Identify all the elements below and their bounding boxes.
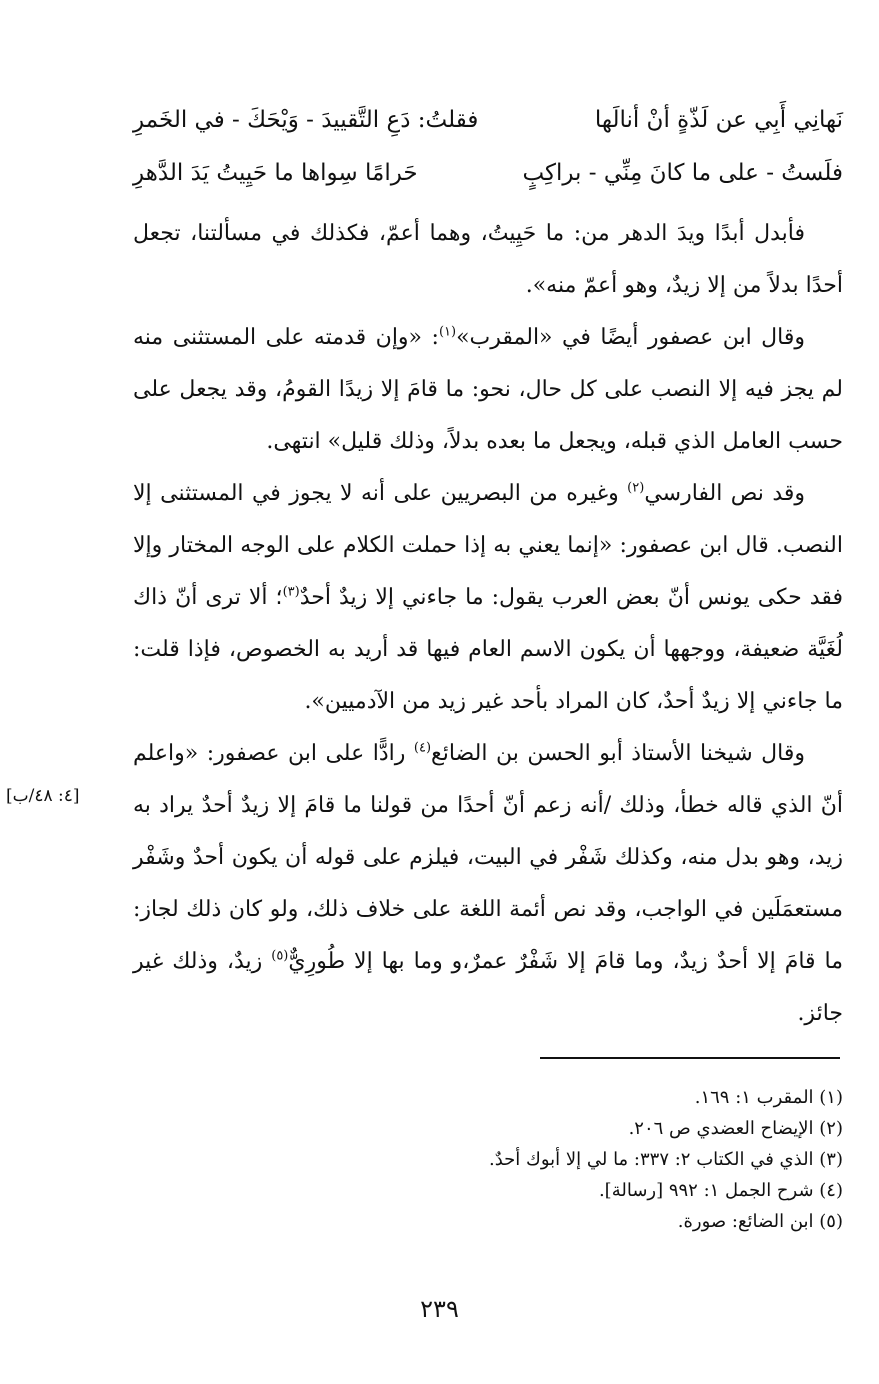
paragraph-3-text-a: وقد نص الفارسي	[644, 481, 806, 506]
footnote-ref-3[interactable]: (٣)	[282, 584, 300, 600]
footnote-ref-4[interactable]: (٤)	[413, 740, 432, 756]
verse-line-1	[133, 95, 843, 145]
verse-1-first-hemistich: نَهانِي أَبِي عن لَذّةٍ أنْ أنالَها	[594, 107, 843, 133]
paragraph-3-text-b: وغيره من البصريين على أنه لا يجوز في المستثنى إلا النصب. قال ابن عصفور: «إنما يعني به إذا حملت الكلام على الوجه المختار وإلا فقد حكى يونس أنّ بعض العرب يقول: ما جاءني إلا زيدٌ أحدٌ	[133, 481, 844, 610]
paragraph-2-text-a: وقال ابن عصفور أيضًا في «المقرب»	[456, 325, 806, 350]
footnote-2: (٢) الإيضاح العضدي ص ٢٠٦.	[628, 1118, 843, 1139]
footnote-divider	[540, 1057, 840, 1059]
footnote-3: (٣) الذي في الكتاب ٢: ٣٣٧: ما لي إلا أبوك أحدٌ.	[488, 1149, 843, 1170]
footnote-ref-2[interactable]: (٢)	[627, 480, 645, 496]
footnote-ref-1[interactable]: (١)	[438, 324, 457, 340]
paragraph-4-text-b: رادًّا على ابن عصفور: «واعلم أنّ الذي قاله خطأ، وذلك /أنه زعم أنّ أحدًا من قولنا ما قامَ إلا زيدٌ أحدٌ يراد به زيد، وهو بدل منه، وكذلك شَفْر في البيت، فيلزم على قوله أن يكون أحدٌ وشَفْر مستعمَلَين في الواجب، وقد نص أئمة اللغة على خلاف ذلك، ولو كان ذلك لجاز: ما قامَ إلا أحدٌ زيدٌ، وما قامَ إلا شَفْرٌ عمرٌ،و وما بها إلا طُورِيٌّ	[133, 741, 843, 974]
paragraph-2-text-b: : «وإن قدمته على المستثنى منه لم يجز فيه إلا النصب على كل حال، نحو: ما قامَ إلا زيدًا القومُ، وقد يجعل على حسب العامل الذي قبله، ويجعل ما بعده بدلاً، وذلك قليل» انتهى.	[133, 325, 843, 454]
footnote-4: (٤) شرح الجمل ١: ٩٩٢ [رسالة].	[598, 1180, 843, 1201]
paragraph-3-text-c: ؛ ألا ترى أنّ ذاك لُغَيَّة ضعيفة، ووجهها أن يكون الاسم العام فيها قد أريد به الخصوص، فإذا قلت: ما جاءني إلا زيدٌ أحدٌ، كان المراد بأحد غير زيد من الآدميين».	[133, 585, 843, 714]
paragraph-4-text-a: وقال شيخنا الأستاذ أبو الحسن بن الضائع	[431, 741, 805, 766]
footnote-5: (٥) ابن الضائع: صورة.	[677, 1211, 843, 1232]
manuscript-folio-marker: [٤: ٤٨/ب]	[6, 786, 80, 806]
paragraph-4-text-c: زيدٌ، وذلك غير جائز.	[133, 949, 843, 1026]
main-text	[133, 208, 843, 1040]
page-number: ٢٣٩	[420, 1295, 459, 1323]
paragraph-1: فأبدل أبدًا ويدَ الدهر من: ما حَيِيتُ، وهما أعمّ، فكذلك في مسألتنا، تجعل أحدًا بدلاً من إلا زيدٌ، وهو أعمّ منه».	[133, 221, 843, 298]
paragraph-2	[133, 312, 843, 468]
verse-line-2	[133, 148, 843, 198]
verse-2-second-hemistich: حَرامًا سِواها ما حَيِيتُ يَدَ الدَّهرِ	[133, 160, 418, 186]
paragraph-4	[133, 728, 843, 1040]
verse-2-first-hemistich: فلَستُ - على ما كانَ مِنِّي - براكِبٍ	[522, 160, 843, 186]
footnote-1: (١) المقرب ١: ١٦٩.	[694, 1087, 843, 1108]
verse-1-second-hemistich: فقلتُ: دَعِ التَّقييدَ - وَيْحَكَ - في الخَمرِ	[133, 107, 479, 133]
paragraph-3	[133, 468, 843, 728]
footnote-ref-5[interactable]: (٥)	[271, 948, 289, 964]
footnotes	[143, 1082, 843, 1237]
